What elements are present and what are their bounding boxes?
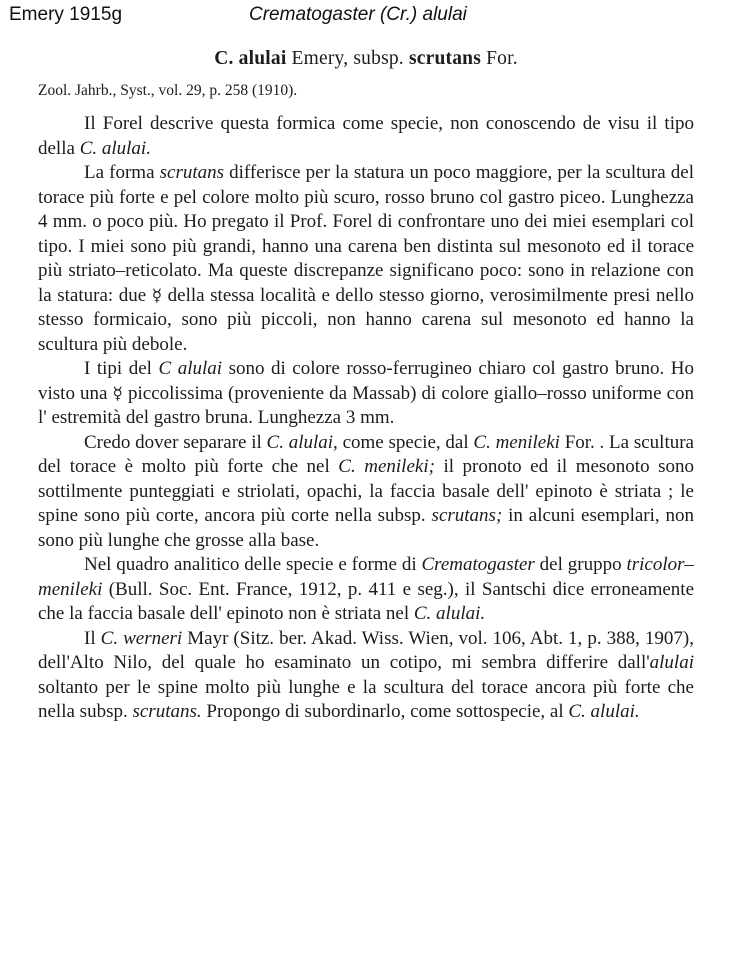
p3-species-name: C alulai bbox=[158, 358, 223, 379]
p6-species-name-1: C. werneri bbox=[100, 627, 183, 649]
p3-text-d: piccolissima (proveniente da Massab) di colore giallo–rosso uniforme con l' estremità del gastro bruna. Lunghezza 3 mm. bbox=[38, 382, 695, 428]
worker-symbol-icon: ☿ bbox=[151, 285, 163, 306]
p2-text-d: della stessa località e dello stesso giorno, verosimilmente presi nello stesso formicaio, sono più piccoli, non hanno carena sul mesonoto ed hanno la scultura più debole. bbox=[38, 284, 694, 355]
p4-species-name-1: C. alulai, bbox=[266, 431, 338, 453]
p4-text-a: Credo dover separare il bbox=[84, 431, 267, 453]
p1-species-name: C. alulai. bbox=[79, 137, 151, 159]
p2-text-a: La forma bbox=[84, 162, 160, 183]
title-subspecies: scrutans bbox=[408, 48, 481, 69]
header-taxon-name: Crematogaster (Cr.) alulai bbox=[249, 4, 467, 25]
p3-text-c: sono di colore rosso-ferrugineo chiaro col gastro bruno. Ho visto una bbox=[38, 358, 694, 404]
p4-subsp-name: scrutans; bbox=[431, 505, 503, 526]
p4-text-c: come specie, dal bbox=[337, 431, 474, 453]
paragraph-1 bbox=[38, 112, 694, 161]
title-species: C. alulai bbox=[214, 48, 287, 69]
p6-species-name-2: alulai bbox=[649, 652, 694, 673]
p5-text-c: del gruppo bbox=[534, 554, 627, 575]
p4-species-name-2: C. menileki bbox=[473, 431, 560, 453]
p6-text-c: Mayr (Sitz. ber. Akad. Wiss. Wien, vol. 106, Abt. 1, p. 388, 1907), dell'Alto Nilo, del quale ho esaminato un cotipo, mi sembra differire dall' bbox=[38, 627, 694, 673]
paragraph-5 bbox=[38, 553, 694, 627]
section-title bbox=[38, 46, 694, 72]
p1-text-a: Il Forel descrive questa formica come specie, non conoscendo de visu il tipo della bbox=[38, 113, 694, 159]
paragraph-3 bbox=[38, 357, 694, 431]
p6-text-g: Propongo di subordinarlo, come sottospecie, al bbox=[201, 701, 569, 722]
p2-subsp-name: scrutans bbox=[159, 162, 225, 183]
p4-text-g: il pronoto ed il mesonoto sono sottilmente punteggiati e striolati, opachi, la faccia basale dell' epinoto è striata ; le spine sono più corte, ancora più corte nella subsp. bbox=[38, 456, 695, 526]
p4-species-name-3: C. menileki; bbox=[338, 456, 435, 477]
p2-text-c: differisce per la statura un poco maggiore, per la scultura del torace più forte e pel colore molto più scuro, rosso bruno col gastro piceo. Lunghezza 4 mm. o poco più. Ho pregato il Prof. Forel di confrontare uno dei miei esemplari col tipo. I miei sono più grandi, hanno una carena ben distinta sul mesonoto ed il torace più striato–reticolato. Ma queste discrepanze significano poco: sono in relazione con la statura: due bbox=[38, 162, 694, 306]
worker-symbol-icon: ☿ bbox=[112, 383, 123, 404]
p5-group-name: tricolor–menileki bbox=[38, 554, 694, 600]
p5-species-name: C. alulai. bbox=[413, 603, 486, 624]
p5-text-a: Nel quadro analitico delle specie e forme di bbox=[84, 554, 422, 575]
p4-text-e: For. . La scultura del torace è molto più forte che nel bbox=[38, 431, 694, 477]
p5-genus-name: Crematogaster bbox=[421, 554, 535, 575]
p4-text-i: in alcuni esemplari, non sono più lunghe che grosse alla base. bbox=[38, 505, 695, 551]
p6-text-a: Il bbox=[84, 627, 101, 649]
citation: Zool. Jahrb., Syst., vol. 29, p. 258 (1910). bbox=[38, 82, 298, 99]
paragraph-6 bbox=[38, 627, 694, 725]
paragraph-2 bbox=[38, 161, 694, 357]
scanned-page bbox=[38, 46, 694, 725]
paragraph-4 bbox=[38, 431, 694, 554]
p6-text-e: soltanto per le spine molto più lunghe e la scultura del torace ancora più forte che nella subsp. bbox=[38, 676, 694, 722]
p3-text-a: I tipi del bbox=[84, 358, 159, 379]
title-author-subsp: Emery, subsp. bbox=[291, 48, 404, 69]
title-author: For. bbox=[486, 48, 518, 69]
p6-subsp-name: scrutans. bbox=[132, 701, 202, 722]
header-author-year: Emery 1915g bbox=[9, 4, 123, 25]
p6-species-name-3: C. alulai. bbox=[568, 701, 640, 722]
p5-text-e: (Bull. Soc. Ent. France, 1912, p. 411 e seg.), il Santschi dice erroneamente che la faccia basale dell' epinoto non è striata nel bbox=[38, 578, 694, 624]
